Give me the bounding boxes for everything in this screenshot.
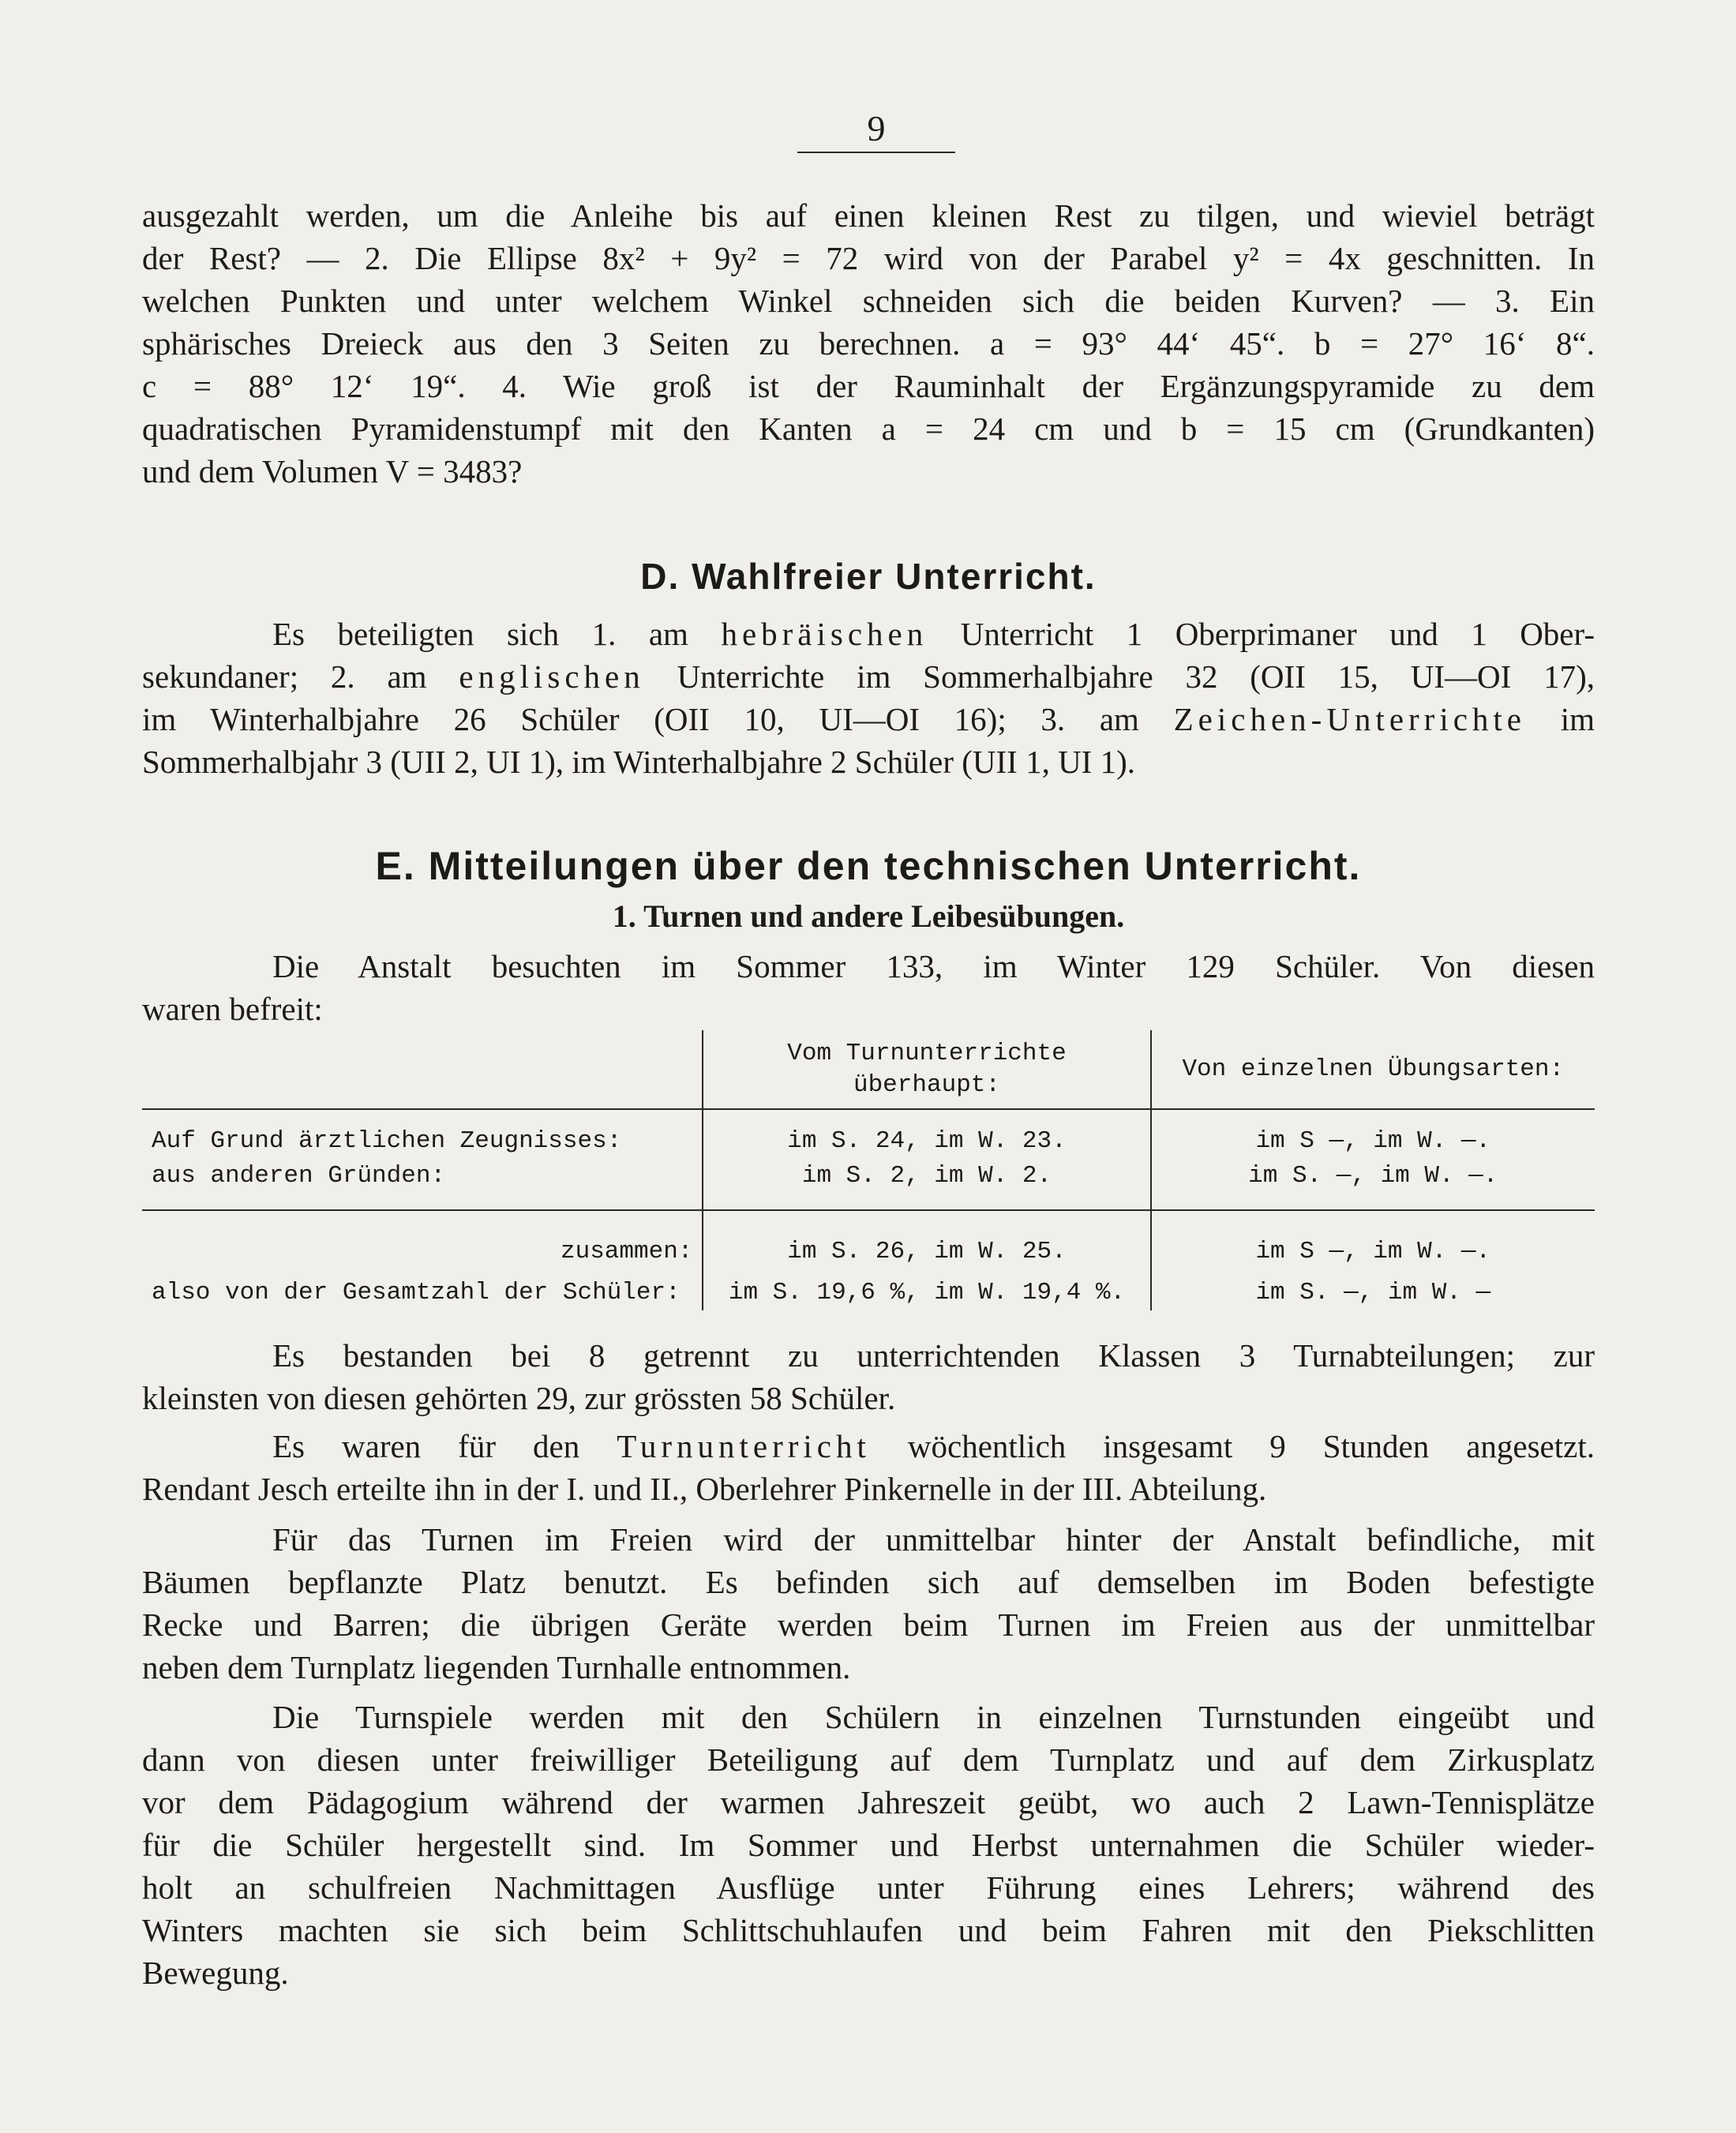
text-line (142, 698, 1595, 740)
page-number: 9 (867, 108, 886, 148)
text-line: Sommerhalbjahr 3 (UII 2, UI 1), im Winterhalbjahre 2 Schüler (UII 1, UI 1). (142, 744, 1135, 780)
table-header-col2 (703, 1030, 1150, 1109)
text-run: im Winterhalbjahre 26 Schüler (OII 10, UI—OI 16); 3. am (142, 701, 1174, 737)
table-sum-row (142, 1225, 1595, 1269)
table-row (142, 1124, 1595, 1159)
text-line: Die Anstalt besuchten im Sommer 133, im Winter 129 Schüler. Von diesen (272, 948, 1595, 984)
text-line: und dem Volumen V = 3483? (142, 453, 523, 489)
section-e-heading: E. Mitteilungen über den technischen Unterricht. (375, 844, 1362, 888)
section-d-heading: D. Wahlfreier Unterricht. (640, 556, 1097, 597)
section-d-paragraph (142, 613, 1595, 783)
table-cell: im S. 24, im W. 23. (703, 1124, 1150, 1159)
intro-paragraph (142, 194, 1595, 493)
text-line: neben dem Turnplatz liegenden Turnhalle entnommen. (142, 1649, 851, 1685)
exemption-table (142, 1030, 1595, 1310)
text-line: welchen Punkten und unter welchem Winkel schneiden sich die beiden Kurven? — 3. Ein (142, 283, 1595, 319)
text-line (142, 1425, 1595, 1468)
text-line: sphärisches Dreieck aus den 3 Seiten zu berechnen. a = 93° 44‘ 45“. b = 27° 16‘ 8“. (142, 325, 1595, 362)
text-run: Unterricht 1 Oberprimaner und 1 Ober- (928, 616, 1595, 652)
table-row (142, 1159, 1595, 1210)
table-cell-label: aus anderen Gründen: (142, 1159, 703, 1210)
text-line (142, 655, 1595, 698)
text-line (142, 613, 1595, 655)
table-cell: im S. —, im W. —. (1151, 1159, 1595, 1210)
text-run: Unterrichte im Sommerhalbjahre 32 (OII 15, UI—OI 17), (644, 658, 1595, 695)
table-cell-label: also von der Gesamtzahl der Schüler: (152, 1279, 681, 1306)
table-cell: im S. 26, im W. 25. (703, 1225, 1150, 1269)
text-line: Es bestanden bei 8 getrennt zu unterrichtenden Klassen 3 Turnabteilungen; zur (272, 1337, 1595, 1374)
table-cell-label: zusammen: (560, 1238, 693, 1265)
text-line: Recke und Barren; die übrigen Geräte werden beim Turnen im Freien aus der unmittelbar (142, 1606, 1595, 1643)
table-cell: im S —, im W. —. (1151, 1225, 1595, 1269)
text-line: waren befreit: (142, 991, 323, 1027)
games-paragraph (142, 1696, 1595, 1994)
outdoor-paragraph (142, 1518, 1595, 1689)
table-cell: im S. 2, im W. 2. (703, 1159, 1150, 1210)
text-line: dann von diesen unter freiwilliger Beteiligung auf dem Turnplatz und auf dem Zirkusplatz (142, 1741, 1595, 1778)
table-percent-row (142, 1269, 1595, 1310)
text-run: wöchentlich insgesamt 9 Stunden angesetzt. (870, 1428, 1595, 1464)
table-cell: im S —, im W. —. (1151, 1124, 1595, 1159)
text-line: Bäumen bepflanzte Platz benutzt. Es befinden sich auf demselben im Boden befestigte (142, 1564, 1595, 1600)
text-line: quadratischen Pyramidenstumpf mit den Kanten a = 24 cm und b = 15 cm (Grundkanten) (142, 410, 1595, 447)
text-line: holt an schulfreien Nachmittagen Ausflüge unter Führung eines Lehrers; während des (142, 1869, 1595, 1906)
visitors-paragraph (142, 945, 1595, 1030)
text-line: der Rest? — 2. Die Ellipse 8x² + 9y² = 72 wird von der Parabel y² = 4x geschnitten. In (142, 240, 1595, 276)
section-e-subheading: 1. Turnen und andere Leibesübungen. (612, 898, 1125, 934)
page-number-rule (797, 152, 955, 153)
text-line: kleinsten von diesen gehörten 29, zur grössten 58 Schüler. (142, 1380, 896, 1416)
hours-paragraph (142, 1425, 1595, 1510)
text-line: vor dem Pädagogium während der warmen Jahreszeit geübt, wo auch 2 Lawn-Tennisplätze (142, 1784, 1595, 1820)
text-line: Winters machten sie sich beim Schlittschuhlaufen und beim Fahren mit den Piekschlitten (142, 1912, 1595, 1948)
table-header-col3: Von einzelnen Übungsarten: (1151, 1030, 1595, 1109)
text-line: c = 88° 12‘ 19“. 4. Wie groß ist der Rauminhalt der Ergänzungspyramide zu dem (142, 368, 1595, 404)
table-header-row (142, 1030, 1595, 1109)
text-run: Es waren für den (272, 1428, 617, 1464)
text-run: im (1526, 701, 1595, 737)
text-run: Es beteiligten sich 1. am (272, 616, 722, 652)
table-cell: im S. —, im W. — (1151, 1269, 1595, 1310)
table-header-text: Vom Turnunterrichte (787, 1039, 1067, 1067)
text-line: ausgezahlt werden, um die Anleihe bis auf einen kleinen Rest zu tilgen, und wieviel beträgt (142, 197, 1595, 234)
classes-paragraph (142, 1334, 1595, 1419)
text-line: Die Turnspiele werden mit den Schülern in einzelnen Turnstunden eingeübt und (272, 1699, 1595, 1735)
spaced-term: Zeichen-Unterrichte (1173, 701, 1527, 737)
spaced-term: Turnunterricht (617, 1428, 871, 1464)
text-line: Bewegung. (142, 1955, 289, 1991)
text-line: für die Schüler hergestellt sind. Im Sommer und Herbst unternahmen die Schüler wieder- (142, 1827, 1595, 1863)
spaced-term: englischen (459, 658, 645, 695)
text-line: Für das Turnen im Freien wird der unmittelbar hinter der Anstalt befindliche, mit (272, 1521, 1595, 1558)
text-run: sekundaner; 2. am (142, 658, 459, 695)
table-header-text: überhaupt: (853, 1070, 1000, 1099)
table-cell: im S. 19,6 %, im W. 19,4 %. (703, 1269, 1150, 1310)
text-line: Rendant Jesch erteilte ihn in der I. und II., Oberlehrer Pinkernelle in der III. Abteilung. (142, 1471, 1267, 1507)
table-header-empty (142, 1030, 703, 1109)
table-cell-label: Auf Grund ärztlichen Zeugnisses: (152, 1127, 622, 1155)
spaced-term: hebräischen (721, 616, 928, 652)
